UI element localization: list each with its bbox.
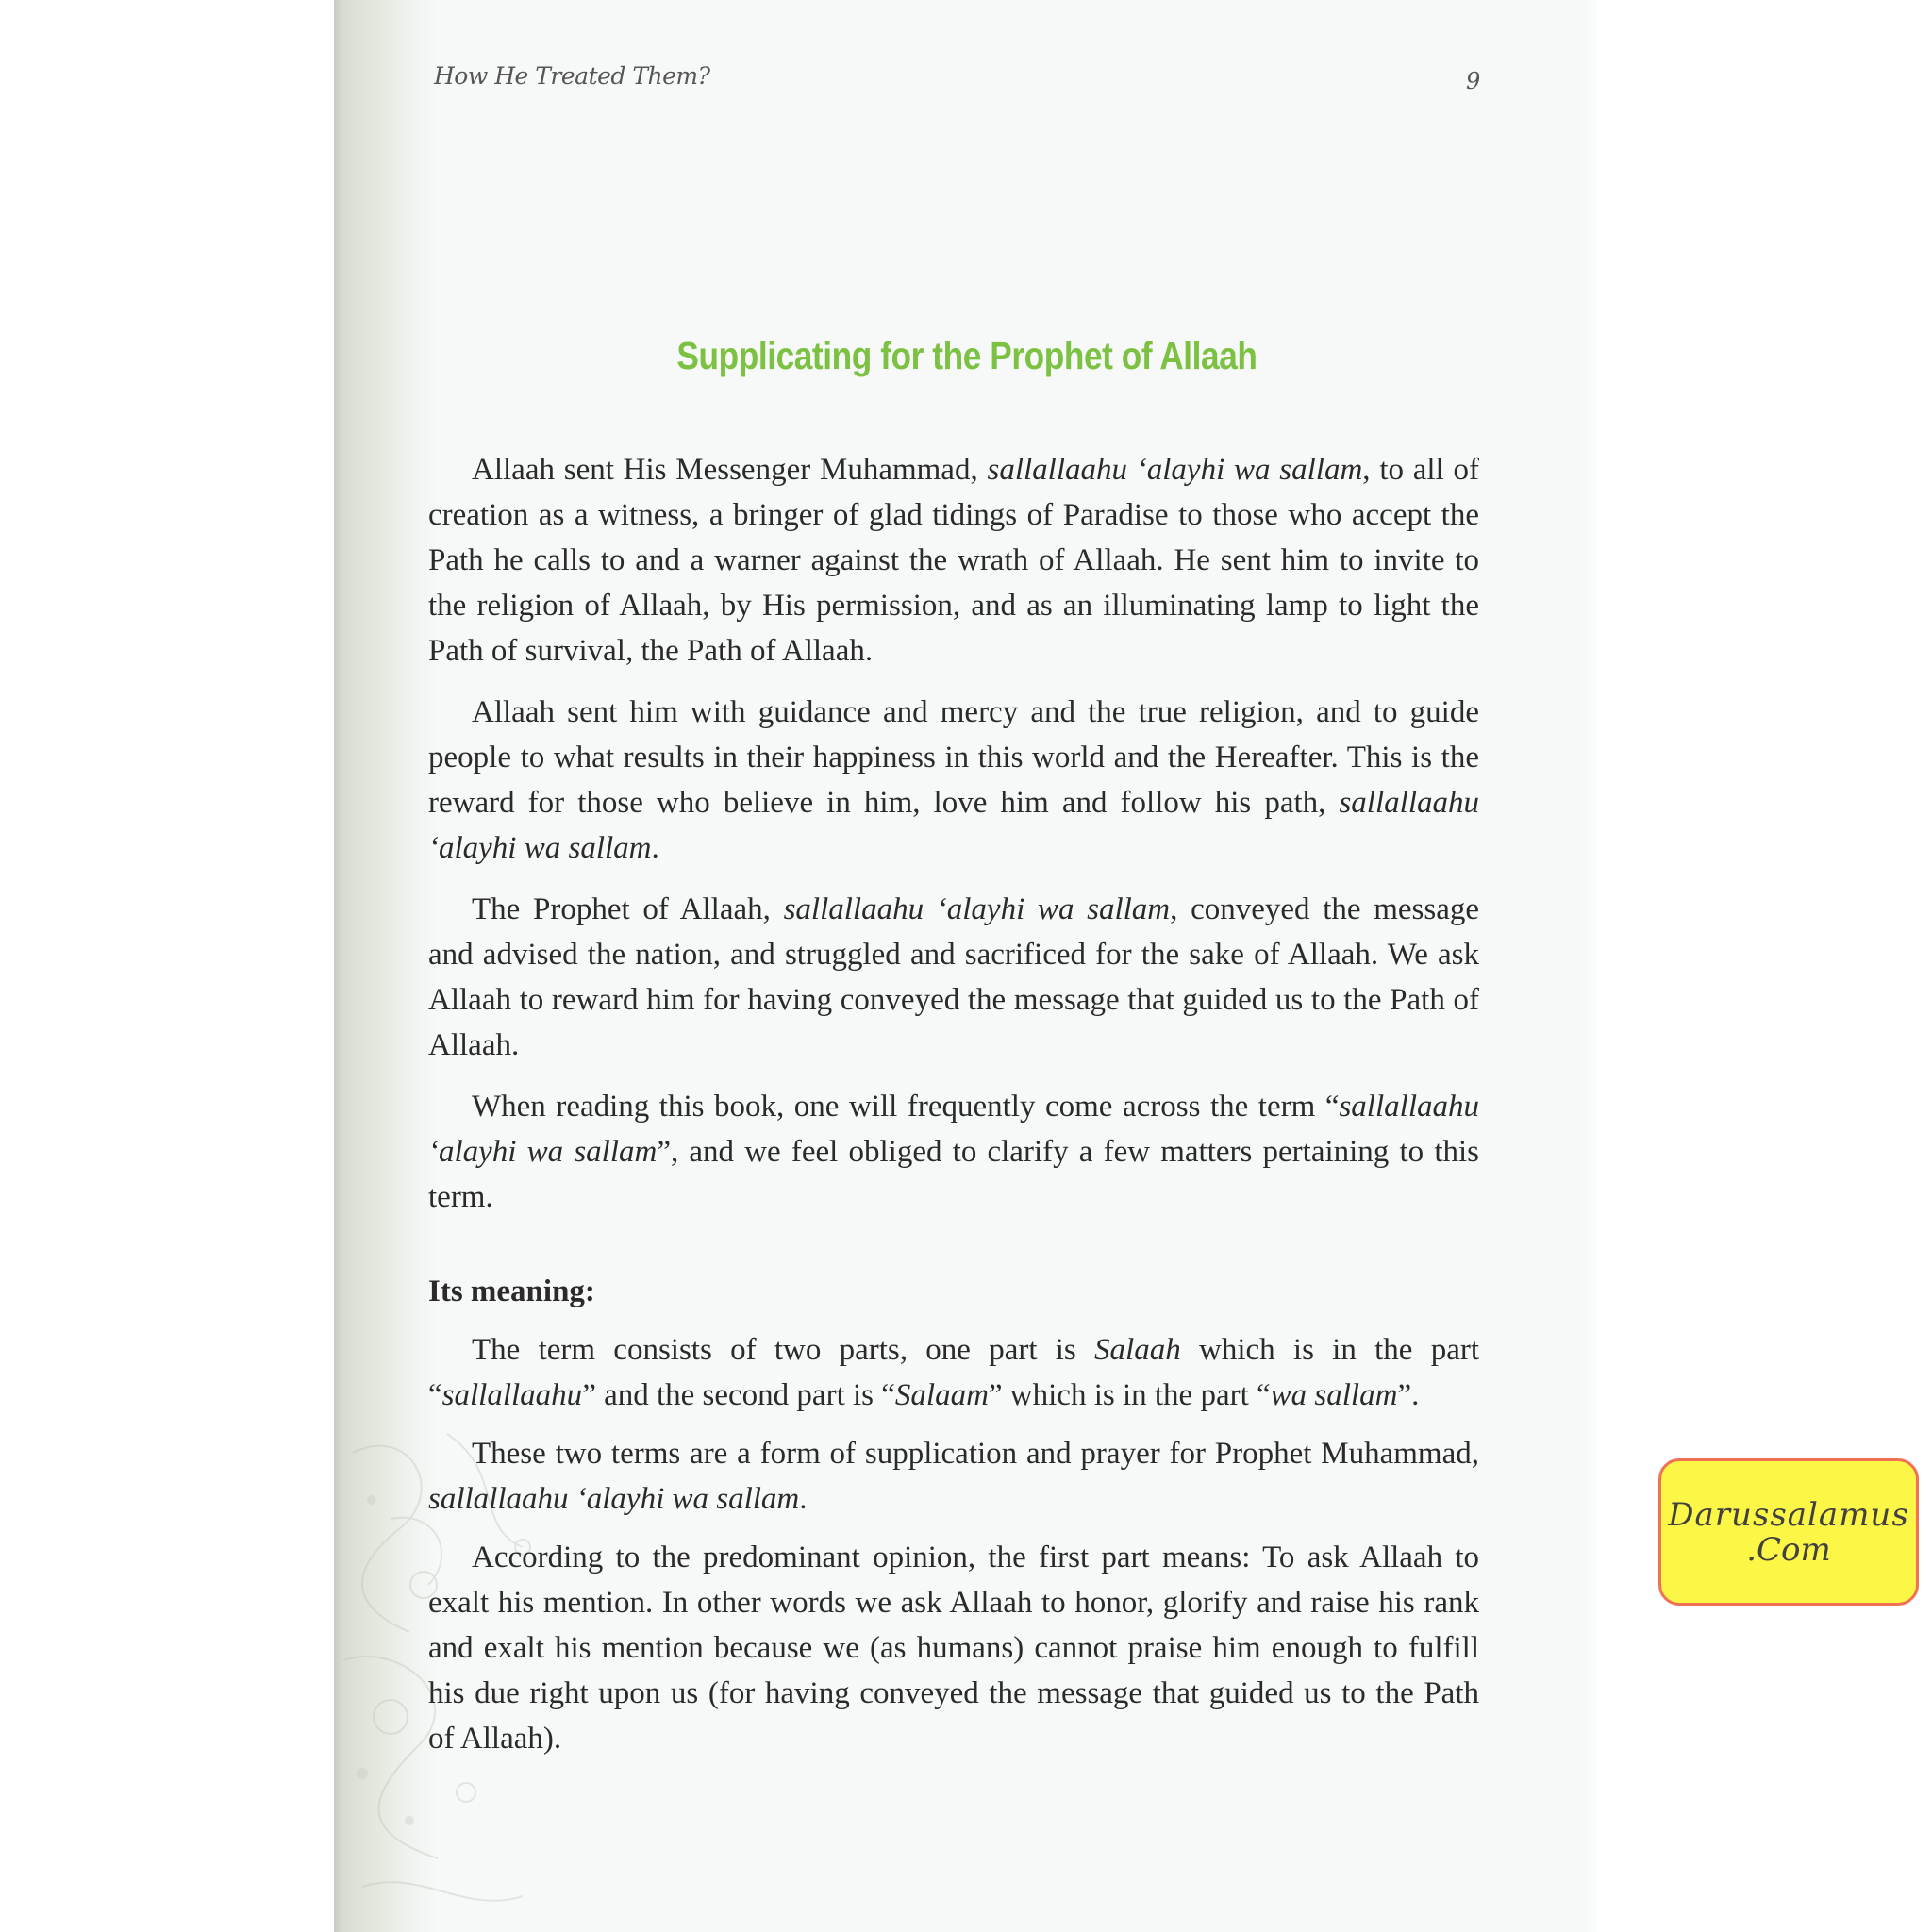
watermark-line-2: .Com [1746,1531,1831,1569]
page-edge [1586,0,1597,1932]
text-span: Allaah sent him with guidance and mercy and the true religion, and to guide people to what results in their happiness in this world and the Hereafter. This is the reward for those who believe in him, love him and follow his path, [428,695,1479,820]
term-italic: Salaah [1094,1333,1181,1367]
body-text [428,447,1479,1774]
section-paragraph-2 [428,1431,1479,1522]
honorific-italic: sallallaahu ‘alayhi wa sallam [428,1482,800,1516]
text-span: ”. [1397,1378,1420,1412]
paragraph-1 [428,447,1479,674]
honorific-italic: sallallaahu ‘alayhi wa sallam [428,1090,1479,1169]
running-head-title: How He Treated Them? [434,62,710,90]
text-span: . [651,831,659,865]
term-italic: wa sallam [1270,1378,1398,1412]
text-span: The Prophet of Allaah, [472,892,784,926]
term-italic: sallallaahu [441,1378,583,1412]
honorific-italic: sallallaahu ‘alayhi wa sallam [987,453,1363,487]
text-span: These two terms are a form of supplication and prayer for Prophet Muhammad, [472,1437,1479,1471]
text-span: , conveyed the message and advised the nation, and struggled and sacrificed for the sake of Allaah. We ask Allaah to reward him for having conveyed the message that guided us to the Path of Allaah. [428,892,1479,1062]
paragraph-4 [428,1084,1479,1220]
section-paragraph-3 [428,1535,1479,1761]
text-span: which is in the part “ [428,1333,1479,1412]
chapter-title: Supplicating for the Prophet of Allaah [676,334,1257,377]
book-page [334,0,1909,1932]
paragraph-2 [428,690,1479,871]
paragraph-3 [428,887,1479,1068]
text-span: When reading this book, one will frequently come across the term “ [472,1090,1340,1124]
text-span: , to all of creation as a witness, a bringer of glad tidings of Paradise to those who accept the Path he calls to and a warner against the wrath of Allaah. He sent him to invite to the religion of Allaah, by His permission, and as an illuminating lamp to light the Path of survival, the Path of Allaah. [428,453,1479,668]
section-heading: Its meaning: [428,1274,595,1308]
text-span: ”, and we feel obliged to clarify a few matters pertaining to this term. [428,1135,1479,1214]
honorific-italic: sallallaahu ‘alayhi wa sallam [783,892,1171,926]
page-number: 9 [1466,68,1481,94]
watermark-badge [1658,1458,1919,1606]
text-span: . [799,1482,808,1516]
text-span: The term consists of two parts, one part is [472,1333,1095,1367]
term-italic: Salaam [894,1378,989,1412]
watermark-line-1: Darussalamus [1668,1496,1909,1534]
text-span: ” which is in the part “ [988,1378,1271,1412]
honorific-italic: sallallaahu ‘alayhi wa sallam [428,786,1479,865]
text-span: ” and the second part is “ [582,1378,895,1412]
text-span: Allaah sent His Messenger Muhammad, [472,453,988,487]
section-paragraph-1 [428,1327,1479,1418]
text-span: According to the predominant opinion, the first part means: To ask Allaah to exalt his mention. In other words we ask Allaah to honor, glorify and raise his rank and exalt his mention because we (as humans) cannot praise him enough to fulfill his due right upon us (for having conveyed the message that guided us to the Path of Allaah). [428,1541,1479,1756]
